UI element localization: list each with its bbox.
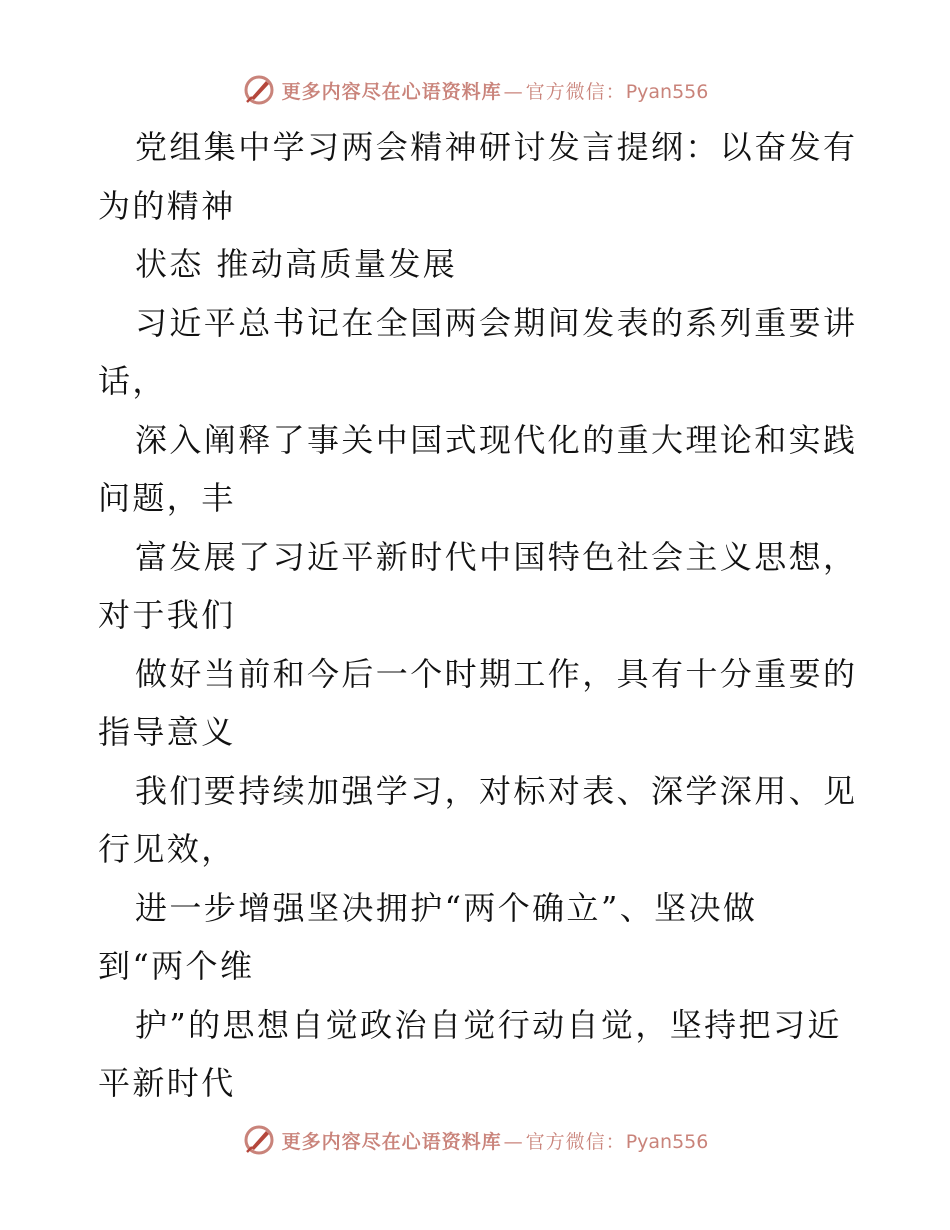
watermark-separator: — xyxy=(503,1130,524,1153)
text-line: 做好当前和今后一个时期工作，具有十分重要的 xyxy=(135,654,858,693)
text-line: 行见效， xyxy=(98,830,236,868)
text-line: 党组集中学习两会精神研讨发言提纲：以奋发有 xyxy=(135,128,858,166)
quill-pen-circle-icon xyxy=(242,1123,276,1157)
text-line: 为的精神 xyxy=(98,186,236,225)
watermark-text xyxy=(282,77,709,104)
header-watermark xyxy=(0,70,950,110)
text-line: 富发展了习近平新时代中国特色社会主义思想， xyxy=(135,537,858,576)
text-line: 深入阐释了事关中国式现代化的重大理论和实践 xyxy=(135,420,858,459)
text-line: 护”的思想自觉政治自觉行动自觉，坚持把习近 xyxy=(135,1005,842,1044)
watermark-main-text: 更多内容尽在心语资料库 xyxy=(281,80,502,103)
watermark-main-text: 更多内容尽在心语资料库 xyxy=(281,1130,502,1153)
text-line: 话， xyxy=(98,362,167,400)
watermark-official-label: 官方微信： xyxy=(525,1130,626,1153)
watermark-account-id: Pyan556 xyxy=(625,80,709,103)
watermark-official-label: 官方微信： xyxy=(525,80,626,103)
watermark-separator: — xyxy=(503,80,524,103)
text-line: 到“两个维 xyxy=(98,947,255,985)
document-body xyxy=(98,118,858,1113)
text-line: 习近平总书记在全国两会期间发表的系列重要讲 xyxy=(135,303,858,342)
text-line: 我们要持续加强学习，对标对表、深学深用、见 xyxy=(135,771,858,810)
text-line: 平新时代 xyxy=(98,1064,236,1102)
text-line: 对于我们 xyxy=(98,596,236,634)
watermark-text xyxy=(282,1127,709,1154)
text-line: 进一步增强坚决拥护“两个确立”、坚决做 xyxy=(135,888,758,927)
watermark-account-id: Pyan556 xyxy=(625,1130,709,1153)
text-line: 指导意义 xyxy=(98,713,236,751)
quill-pen-circle-icon xyxy=(242,73,276,107)
text-line: 问题，丰 xyxy=(98,479,236,517)
footer-watermark xyxy=(0,1120,950,1160)
text-line: 状态 推动高质量发展 xyxy=(135,245,458,283)
